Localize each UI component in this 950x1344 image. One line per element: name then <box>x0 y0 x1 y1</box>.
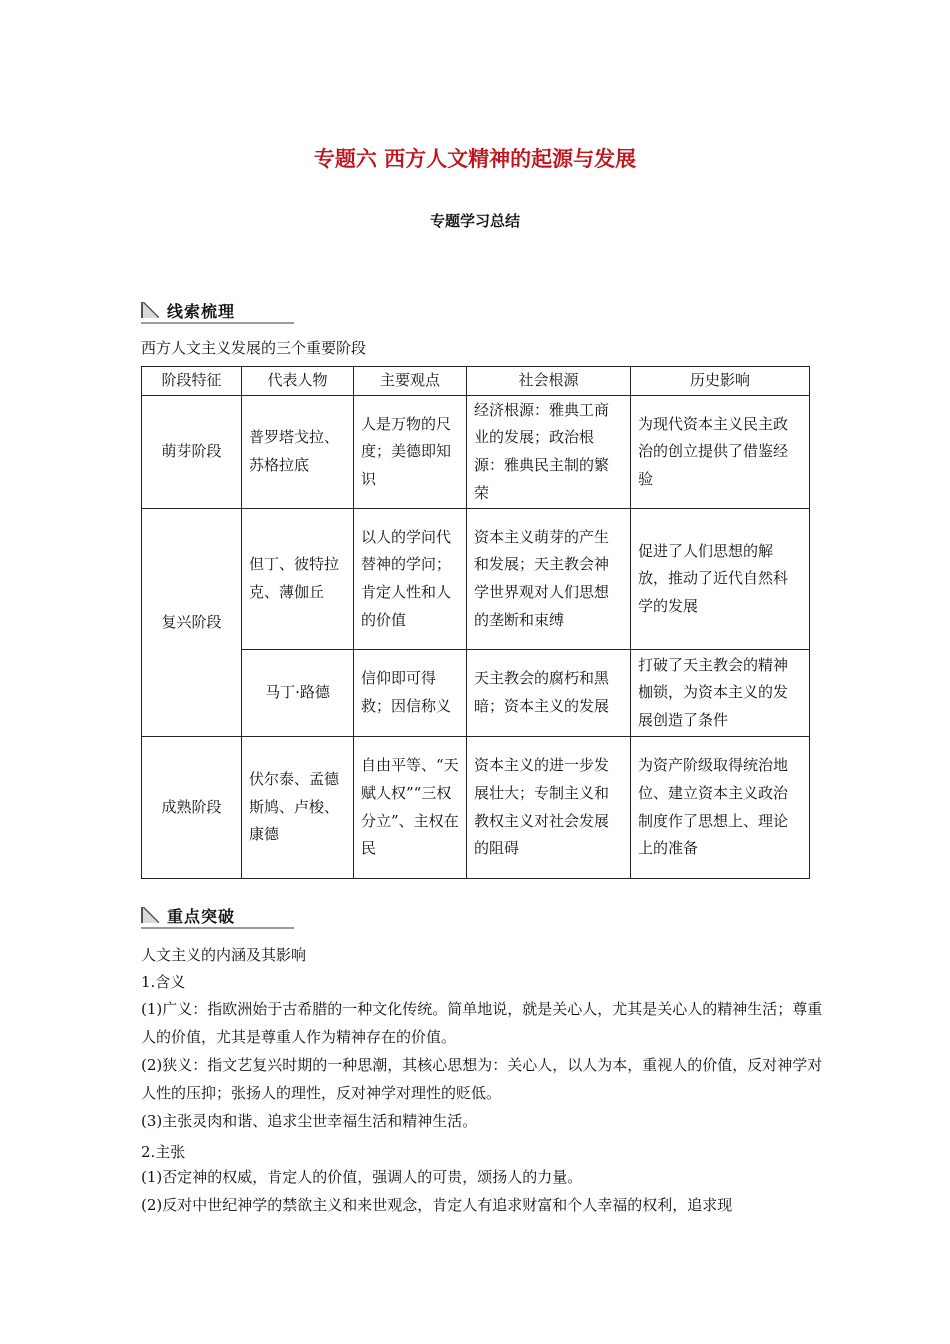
impact-cell: 为现代资本主义民主政治的创立提供了借鉴经验 <box>631 396 810 509</box>
column-header: 代表人物 <box>242 367 354 396</box>
stage-cell: 成熟阶段 <box>142 737 242 879</box>
people-cell: 马丁·路德 <box>242 650 354 737</box>
table-row <box>142 509 810 650</box>
subheading: 2.主张 <box>141 1143 186 1161</box>
roots-cell: 资本主义萌芽的产生和发展；天主教会神学世界观对人们思想的垄断和束缚 <box>467 509 631 650</box>
subheading: 1.含义 <box>141 973 186 991</box>
views-cell: 信仰即可得救；因信称义 <box>354 650 467 737</box>
paragraph: (3)主张灵肉和谐、追求尘世幸福生活和精神生活。 <box>141 1112 478 1130</box>
stages-table <box>141 366 810 879</box>
section-heading-key-points <box>141 903 294 929</box>
page-title: 专题六 西方人文精神的起源与发展 <box>313 147 637 171</box>
table-row <box>142 650 810 737</box>
impact-cell: 促进了人们思想的解放，推动了近代自然科学的发展 <box>631 509 810 650</box>
roots-cell: 资本主义的进一步发展壮大；专制主义和教权主义对社会发展的阻碍 <box>467 737 631 879</box>
section-label: 线索梳理 <box>167 302 236 321</box>
impact-cell: 为资产阶级取得统治地位、建立资本主义政治制度作了思想上、理论上的准备 <box>631 737 810 879</box>
paragraph: (1)否定神的权威，肯定人的价值，强调人的可贵，颂扬人的力量。 <box>141 1168 583 1186</box>
table-caption: 西方人文主义发展的三个重要阶段 <box>141 339 367 357</box>
corner-marker-icon <box>141 907 159 923</box>
section-label: 重点突破 <box>167 907 236 926</box>
column-header: 社会根源 <box>467 367 631 396</box>
people-cell: 伏尔泰、孟德斯鸠、卢梭、康德 <box>242 737 354 879</box>
corner-marker-icon <box>141 302 159 318</box>
people-cell: 但丁、彼特拉克、薄伽丘 <box>242 509 354 650</box>
roots-cell: 天主教会的腐朽和黑暗；资本主义的发展 <box>467 650 631 737</box>
section-heading-clues <box>141 298 294 324</box>
views-cell: 自由平等、“天赋人权”“三权分立”、主权在民 <box>354 737 467 879</box>
paragraph: (2)狭义：指文艺复兴时期的一种思潮，其核心思想为：关心人，以人为本，重视人的价值，反对神学对人性的压抑；张扬人的理性，反对神学对理性的贬低。 <box>141 1056 823 1102</box>
stage-cell: 萌芽阶段 <box>142 396 242 509</box>
column-header: 主要观点 <box>354 367 467 396</box>
paragraph: (2)反对中世纪神学的禁欲主义和来世观念，肯定人有追求财富和个人幸福的权利，追求现 <box>141 1196 733 1214</box>
table-header-row <box>142 367 810 396</box>
roots-cell: 经济根源：雅典工商业的发展；政治根源：雅典民主制的繁荣 <box>467 396 631 509</box>
impact-cell: 打破了天主教会的精神枷锁，为资本主义的发展创造了条件 <box>631 650 810 737</box>
section-intro: 人文主义的内涵及其影响 <box>141 946 307 964</box>
stage-cell: 复兴阶段 <box>142 509 242 737</box>
column-header: 历史影响 <box>631 367 810 396</box>
paragraph: (1)广义：指欧洲始于古希腊的一种文化传统。简单地说，就是关心人，尤其是关心人的精神生活；尊重人的价值，尤其是尊重人作为精神存在的价值。 <box>141 1000 823 1046</box>
views-cell: 以人的学问代替神的学问；肯定人性和人的价值 <box>354 509 467 650</box>
views-cell: 人是万物的尺度；美德即知识 <box>354 396 467 509</box>
table-row <box>142 737 810 879</box>
table-row <box>142 396 810 509</box>
column-header: 阶段特征 <box>142 367 242 396</box>
page-subtitle: 专题学习总结 <box>429 212 520 230</box>
people-cell: 普罗塔戈拉、苏格拉底 <box>242 396 354 509</box>
